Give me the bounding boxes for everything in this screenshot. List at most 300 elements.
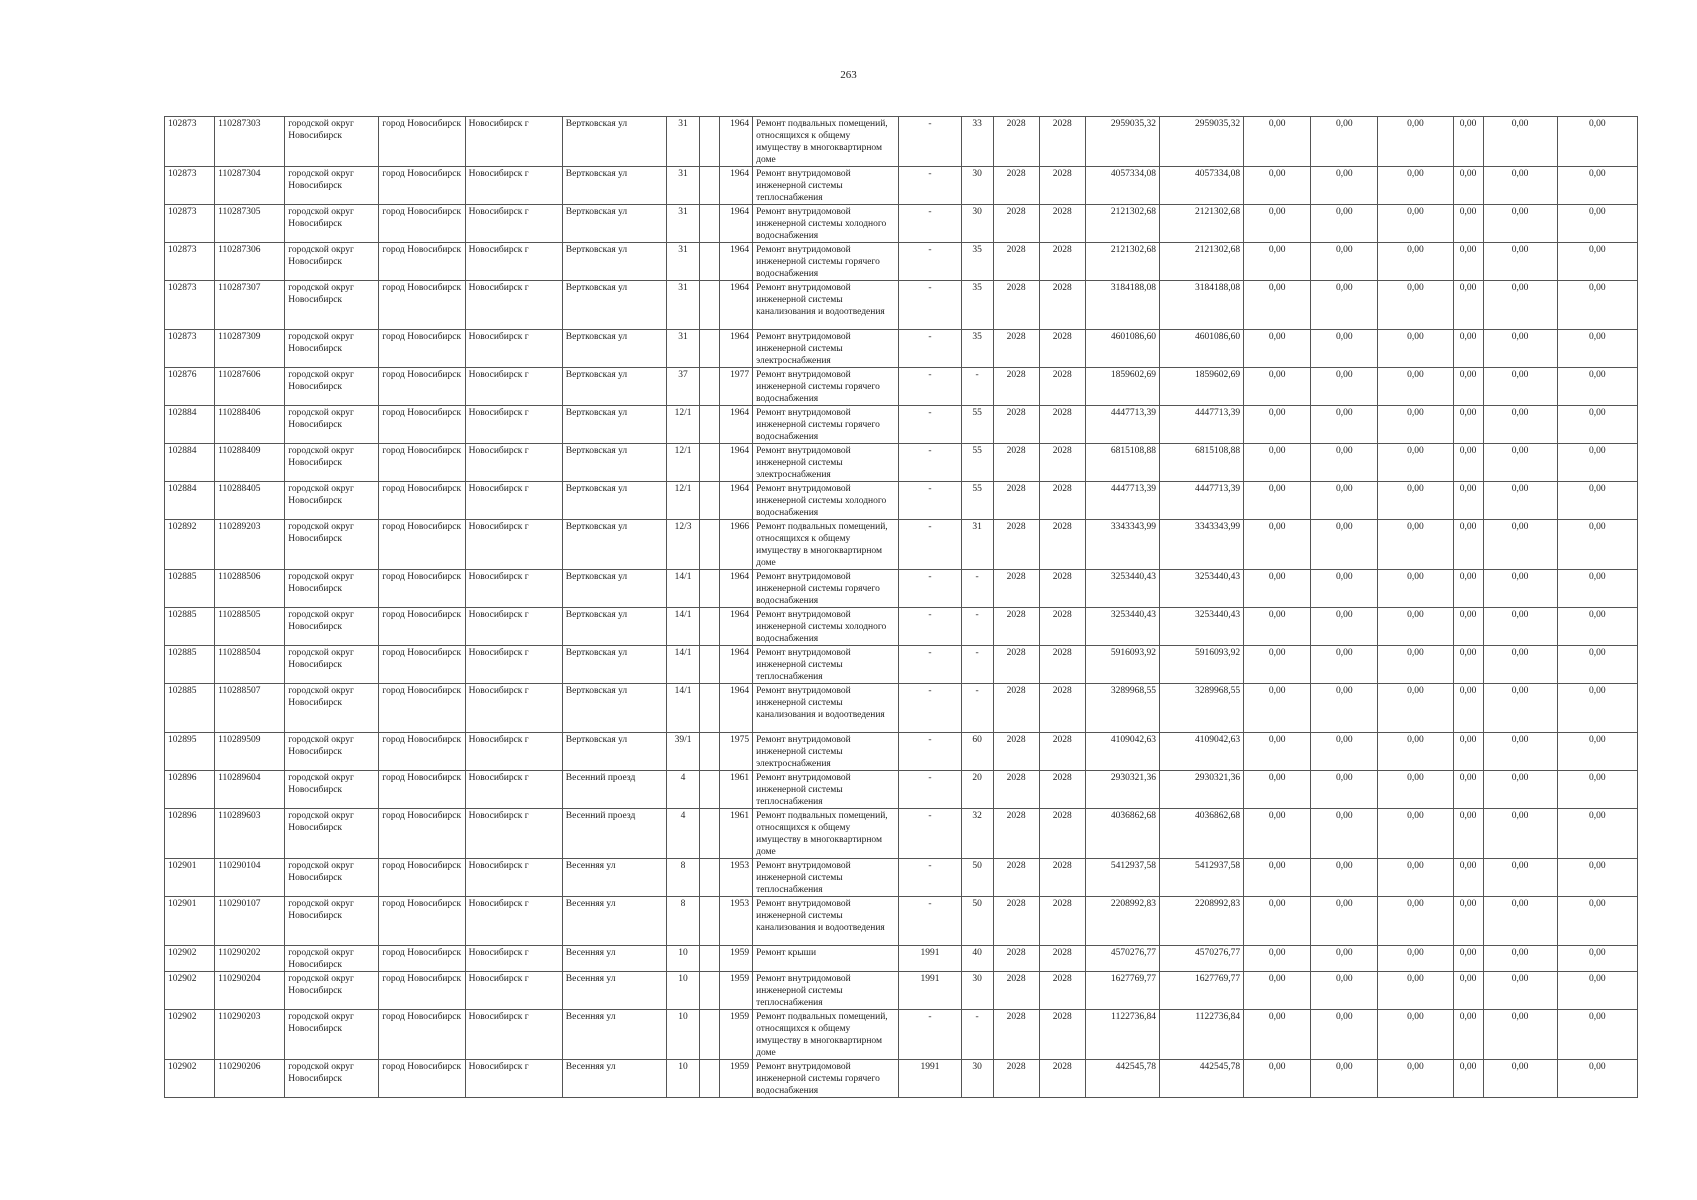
cell-last-repair-year: - [899,205,961,243]
table-row [165,897,1638,946]
cell-cost-regional-fund: 442545,78 [1159,1060,1243,1098]
cell-cost-local-budget: 0,00 [1378,368,1453,406]
cell-plan-year-end: 2028 [1039,243,1085,281]
cell-build-year: 1977 [720,368,753,406]
cell-wear-percent: 33 [961,117,993,167]
cell-plan-year-start: 2028 [993,117,1039,167]
table-row [165,570,1638,608]
cell-cost-regional-fund: 1122736,84 [1159,1010,1243,1060]
table-row [165,406,1638,444]
cell-house-number: 12/1 [666,444,699,482]
cell-wear-percent: - [961,608,993,646]
cell-cost-other: 0,00 [1453,368,1483,406]
cell-house-id: 102902 [165,1060,215,1098]
cell-cost-owners: 0,00 [1483,684,1557,733]
cell-total-cost: 2930321,36 [1085,771,1159,809]
cell-locality: Новосибирск г [465,205,562,243]
cell-cost-owners: 0,00 [1483,608,1557,646]
cell-settlement: город Новосибирск [379,1060,465,1098]
cell-last-repair-year: - [899,646,961,684]
cell-cost-regional-budget: 0,00 [1311,897,1378,946]
cell-work-id: 110289603 [215,809,285,859]
cell-cost-local-budget: 0,00 [1378,167,1453,205]
cell-cost-local-budget: 0,00 [1378,1010,1453,1060]
cell-settlement: город Новосибирск [379,1010,465,1060]
cell-work-type: Ремонт внутридомовой инженерной системы холодного водоснабжения [753,608,899,646]
cell-street: Весенняя ул [562,1060,666,1098]
cell-house-id: 102902 [165,946,215,972]
cell-cost-regional-fund: 2959035,32 [1159,117,1243,167]
cell-municipal-district: городской округ Новосибирск [285,368,379,406]
cell-cost-extra: 0,00 [1557,1060,1637,1098]
cell-cost-regional-budget: 0,00 [1311,570,1378,608]
cell-cost-other: 0,00 [1453,1060,1483,1098]
cell-plan-year-start: 2028 [993,281,1039,330]
cell-plan-year-start: 2028 [993,482,1039,520]
cell-cost-federal: 0,00 [1244,330,1311,368]
cell-house-number: 10 [666,972,699,1010]
cell-plan-year-end: 2028 [1039,117,1085,167]
cell-street: Весенняя ул [562,946,666,972]
cell-locality: Новосибирск г [465,733,562,771]
cell-cost-local-budget: 0,00 [1378,330,1453,368]
cell-house-id: 102896 [165,771,215,809]
cell-locality: Новосибирск г [465,570,562,608]
cell-municipal-district: городской округ Новосибирск [285,608,379,646]
cell-house-number: 31 [666,281,699,330]
cell-plan-year-start: 2028 [993,205,1039,243]
cell-wear-percent: 32 [961,809,993,859]
cell-work-type: Ремонт внутридомовой инженерной системы электроснабжения [753,733,899,771]
cell-work-type: Ремонт внутридомовой инженерной системы горячего водоснабжения [753,1060,899,1098]
cell-cost-owners: 0,00 [1483,243,1557,281]
cell-cost-extra: 0,00 [1557,684,1637,733]
cell-last-repair-year: - [899,406,961,444]
cell-cost-local-budget: 0,00 [1378,406,1453,444]
cell-house-number: 31 [666,330,699,368]
cell-plan-year-end: 2028 [1039,368,1085,406]
cell-locality: Новосибирск г [465,646,562,684]
cell-build-year: 1964 [720,243,753,281]
cell-house-number: 14/1 [666,684,699,733]
cell-plan-year-start: 2028 [993,859,1039,897]
cell-street: Вертковская ул [562,406,666,444]
cell-street: Весенняя ул [562,897,666,946]
cell-cost-regional-fund: 3184188,08 [1159,281,1243,330]
cell-cost-other: 0,00 [1453,809,1483,859]
cell-street: Вертковская ул [562,117,666,167]
cell-plan-year-end: 2028 [1039,167,1085,205]
cell-locality: Новосибирск г [465,117,562,167]
cell-house-number: 14/1 [666,570,699,608]
cell-house-id: 102873 [165,243,215,281]
cell-cost-federal: 0,00 [1244,972,1311,1010]
cell-cost-extra: 0,00 [1557,167,1637,205]
cell-house-number: 39/1 [666,733,699,771]
cell-cost-regional-budget: 0,00 [1311,859,1378,897]
cell-house-number: 14/1 [666,608,699,646]
cell-cost-owners: 0,00 [1483,771,1557,809]
cell-cost-federal: 0,00 [1244,1010,1311,1060]
cell-build-year: 1964 [720,684,753,733]
cell-wear-percent: - [961,368,993,406]
cell-wear-percent: 55 [961,482,993,520]
cell-work-type: Ремонт внутридомовой инженерной системы холодного водоснабжения [753,482,899,520]
cell-plan-year-end: 2028 [1039,809,1085,859]
cell-last-repair-year: - [899,330,961,368]
cell-street: Весенняя ул [562,859,666,897]
cell-build-year: 1959 [720,972,753,1010]
cell-cost-extra: 0,00 [1557,205,1637,243]
cell-building [700,167,720,205]
cell-work-id: 110287606 [215,368,285,406]
cell-wear-percent: 35 [961,330,993,368]
cell-house-number: 4 [666,771,699,809]
cell-building [700,608,720,646]
cell-house-number: 4 [666,809,699,859]
cell-municipal-district: городской округ Новосибирск [285,570,379,608]
cell-last-repair-year: - [899,368,961,406]
cell-plan-year-end: 2028 [1039,859,1085,897]
cell-cost-extra: 0,00 [1557,570,1637,608]
cell-last-repair-year: - [899,809,961,859]
cell-building [700,570,720,608]
cell-cost-regional-fund: 1859602,69 [1159,368,1243,406]
cell-cost-federal: 0,00 [1244,444,1311,482]
cell-total-cost: 4109042,63 [1085,733,1159,771]
cell-settlement: город Новосибирск [379,444,465,482]
cell-total-cost: 3253440,43 [1085,570,1159,608]
cell-municipal-district: городской округ Новосибирск [285,646,379,684]
cell-plan-year-start: 2028 [993,1010,1039,1060]
cell-cost-extra: 0,00 [1557,368,1637,406]
cell-municipal-district: городской округ Новосибирск [285,859,379,897]
cell-street: Весенний проезд [562,771,666,809]
cell-cost-federal: 0,00 [1244,946,1311,972]
table-row [165,946,1638,972]
cell-cost-regional-budget: 0,00 [1311,972,1378,1010]
cell-cost-local-budget: 0,00 [1378,859,1453,897]
repair-schedule-table [164,116,1638,1098]
cell-plan-year-start: 2028 [993,946,1039,972]
cell-wear-percent: 20 [961,771,993,809]
cell-wear-percent: 55 [961,444,993,482]
table-row [165,330,1638,368]
cell-plan-year-start: 2028 [993,972,1039,1010]
cell-street: Вертковская ул [562,570,666,608]
cell-cost-regional-fund: 3253440,43 [1159,570,1243,608]
cell-municipal-district: городской округ Новосибирск [285,243,379,281]
cell-work-type: Ремонт крыши [753,946,899,972]
cell-settlement: город Новосибирск [379,330,465,368]
cell-cost-federal: 0,00 [1244,570,1311,608]
cell-work-type: Ремонт внутридомовой инженерной системы теплоснабжения [753,771,899,809]
cell-wear-percent: 30 [961,972,993,1010]
cell-cost-owners: 0,00 [1483,444,1557,482]
cell-house-id: 102902 [165,972,215,1010]
cell-plan-year-start: 2028 [993,406,1039,444]
cell-street: Вертковская ул [562,646,666,684]
cell-plan-year-end: 2028 [1039,608,1085,646]
cell-cost-local-budget: 0,00 [1378,897,1453,946]
cell-plan-year-end: 2028 [1039,570,1085,608]
cell-cost-regional-budget: 0,00 [1311,205,1378,243]
cell-wear-percent: 50 [961,897,993,946]
cell-cost-federal: 0,00 [1244,167,1311,205]
cell-cost-regional-budget: 0,00 [1311,608,1378,646]
cell-settlement: город Новосибирск [379,520,465,570]
cell-work-id: 110288504 [215,646,285,684]
cell-build-year: 1959 [720,946,753,972]
cell-cost-federal: 0,00 [1244,733,1311,771]
cell-work-type: Ремонт внутридомовой инженерной системы горячего водоснабжения [753,406,899,444]
cell-locality: Новосибирск г [465,1010,562,1060]
cell-cost-owners: 0,00 [1483,946,1557,972]
cell-cost-federal: 0,00 [1244,809,1311,859]
cell-build-year: 1966 [720,520,753,570]
table-row [165,281,1638,330]
cell-wear-percent: - [961,570,993,608]
cell-street: Весенний проезд [562,809,666,859]
cell-cost-extra: 0,00 [1557,330,1637,368]
cell-settlement: город Новосибирск [379,406,465,444]
cell-cost-regional-budget: 0,00 [1311,444,1378,482]
cell-cost-regional-fund: 2121302,68 [1159,243,1243,281]
cell-build-year: 1961 [720,771,753,809]
cell-locality: Новосибирск г [465,406,562,444]
cell-cost-extra: 0,00 [1557,771,1637,809]
cell-building [700,406,720,444]
cell-cost-extra: 0,00 [1557,281,1637,330]
cell-cost-federal: 0,00 [1244,117,1311,167]
cell-cost-owners: 0,00 [1483,281,1557,330]
cell-settlement: город Новосибирск [379,482,465,520]
cell-total-cost: 1627769,77 [1085,972,1159,1010]
cell-work-id: 110287306 [215,243,285,281]
cell-cost-extra: 0,00 [1557,946,1637,972]
cell-cost-local-budget: 0,00 [1378,771,1453,809]
cell-last-repair-year: - [899,243,961,281]
cell-house-id: 102873 [165,205,215,243]
cell-total-cost: 5412937,58 [1085,859,1159,897]
cell-cost-regional-budget: 0,00 [1311,117,1378,167]
cell-cost-extra: 0,00 [1557,117,1637,167]
cell-work-type: Ремонт внутридомовой инженерной системы холодного водоснабжения [753,205,899,243]
cell-municipal-district: городской округ Новосибирск [285,733,379,771]
cell-build-year: 1964 [720,482,753,520]
cell-house-number: 31 [666,205,699,243]
cell-cost-local-budget: 0,00 [1378,281,1453,330]
cell-work-id: 110288406 [215,406,285,444]
cell-municipal-district: городской округ Новосибирск [285,946,379,972]
cell-municipal-district: городской округ Новосибирск [285,482,379,520]
cell-last-repair-year: - [899,444,961,482]
cell-cost-federal: 0,00 [1244,1060,1311,1098]
table-row [165,608,1638,646]
cell-cost-local-budget: 0,00 [1378,946,1453,972]
cell-cost-extra: 0,00 [1557,897,1637,946]
cell-house-number: 14/1 [666,646,699,684]
cell-work-id: 110288506 [215,570,285,608]
cell-house-id: 102885 [165,608,215,646]
cell-house-number: 31 [666,167,699,205]
cell-total-cost: 2121302,68 [1085,243,1159,281]
cell-cost-local-budget: 0,00 [1378,117,1453,167]
cell-house-number: 8 [666,897,699,946]
cell-build-year: 1964 [720,444,753,482]
cell-house-id: 102884 [165,444,215,482]
cell-house-number: 31 [666,117,699,167]
cell-work-type: Ремонт внутридомовой инженерной системы канализования и водоотведения [753,897,899,946]
cell-municipal-district: городской округ Новосибирск [285,281,379,330]
cell-cost-owners: 0,00 [1483,520,1557,570]
cell-municipal-district: городской округ Новосибирск [285,444,379,482]
cell-locality: Новосибирск г [465,368,562,406]
cell-settlement: город Новосибирск [379,684,465,733]
cell-settlement: город Новосибирск [379,608,465,646]
cell-cost-owners: 0,00 [1483,406,1557,444]
cell-cost-other: 0,00 [1453,167,1483,205]
cell-cost-owners: 0,00 [1483,809,1557,859]
cell-cost-other: 0,00 [1453,897,1483,946]
cell-total-cost: 2959035,32 [1085,117,1159,167]
cell-street: Весенняя ул [562,1010,666,1060]
cell-work-type: Ремонт подвальных помещений, относящихся к общему имуществу в многоквартирном доме [753,117,899,167]
cell-plan-year-end: 2028 [1039,1010,1085,1060]
cell-plan-year-start: 2028 [993,608,1039,646]
cell-work-id: 110290203 [215,1010,285,1060]
cell-build-year: 1964 [720,608,753,646]
cell-total-cost: 2208992,83 [1085,897,1159,946]
cell-work-id: 110290104 [215,859,285,897]
cell-cost-extra: 0,00 [1557,1010,1637,1060]
cell-plan-year-start: 2028 [993,444,1039,482]
cell-wear-percent: 50 [961,859,993,897]
cell-cost-regional-fund: 4570276,77 [1159,946,1243,972]
cell-cost-regional-budget: 0,00 [1311,243,1378,281]
cell-cost-regional-budget: 0,00 [1311,482,1378,520]
cell-total-cost: 1122736,84 [1085,1010,1159,1060]
cell-plan-year-end: 2028 [1039,330,1085,368]
cell-building [700,243,720,281]
cell-plan-year-end: 2028 [1039,520,1085,570]
cell-cost-federal: 0,00 [1244,281,1311,330]
cell-total-cost: 4601086,60 [1085,330,1159,368]
cell-plan-year-start: 2028 [993,646,1039,684]
cell-municipal-district: городской округ Новосибирск [285,771,379,809]
cell-house-id: 102873 [165,167,215,205]
cell-cost-other: 0,00 [1453,330,1483,368]
cell-plan-year-start: 2028 [993,809,1039,859]
cell-total-cost: 4057334,08 [1085,167,1159,205]
cell-wear-percent: 55 [961,406,993,444]
cell-plan-year-start: 2028 [993,368,1039,406]
cell-street: Вертковская ул [562,205,666,243]
cell-last-repair-year: - [899,608,961,646]
cell-wear-percent: 30 [961,205,993,243]
cell-wear-percent: - [961,684,993,733]
cell-cost-regional-fund: 2121302,68 [1159,205,1243,243]
cell-cost-regional-fund: 4447713,39 [1159,406,1243,444]
cell-settlement: город Новосибирск [379,972,465,1010]
cell-cost-other: 0,00 [1453,117,1483,167]
cell-plan-year-end: 2028 [1039,684,1085,733]
cell-cost-regional-fund: 2208992,83 [1159,897,1243,946]
cell-cost-extra: 0,00 [1557,809,1637,859]
cell-street: Вертковская ул [562,243,666,281]
cell-plan-year-end: 2028 [1039,646,1085,684]
cell-building [700,520,720,570]
cell-plan-year-end: 2028 [1039,897,1085,946]
cell-cost-federal: 0,00 [1244,368,1311,406]
cell-wear-percent: 35 [961,281,993,330]
cell-building [700,330,720,368]
cell-building [700,897,720,946]
cell-cost-owners: 0,00 [1483,733,1557,771]
cell-locality: Новосибирск г [465,167,562,205]
cell-last-repair-year: - [899,733,961,771]
cell-cost-other: 0,00 [1453,406,1483,444]
cell-cost-regional-budget: 0,00 [1311,406,1378,444]
cell-house-number: 12/1 [666,482,699,520]
cell-building [700,368,720,406]
cell-cost-owners: 0,00 [1483,897,1557,946]
cell-cost-regional-budget: 0,00 [1311,368,1378,406]
cell-municipal-district: городской округ Новосибирск [285,520,379,570]
cell-house-id: 102885 [165,646,215,684]
cell-last-repair-year: - [899,117,961,167]
cell-plan-year-start: 2028 [993,897,1039,946]
cell-cost-regional-budget: 0,00 [1311,684,1378,733]
cell-municipal-district: городской округ Новосибирск [285,684,379,733]
cell-total-cost: 6815108,88 [1085,444,1159,482]
cell-settlement: город Новосибирск [379,946,465,972]
cell-locality: Новосибирск г [465,1060,562,1098]
cell-settlement: город Новосибирск [379,205,465,243]
cell-last-repair-year: - [899,570,961,608]
cell-cost-other: 0,00 [1453,684,1483,733]
cell-cost-regional-fund: 6815108,88 [1159,444,1243,482]
cell-wear-percent: 35 [961,243,993,281]
cell-work-type: Ремонт внутридомовой инженерной системы теплоснабжения [753,646,899,684]
cell-house-id: 102901 [165,897,215,946]
cell-cost-owners: 0,00 [1483,859,1557,897]
cell-work-type: Ремонт внутридомовой инженерной системы электроснабжения [753,330,899,368]
cell-cost-other: 0,00 [1453,444,1483,482]
cell-cost-regional-budget: 0,00 [1311,1010,1378,1060]
cell-last-repair-year: - [899,684,961,733]
cell-build-year: 1964 [720,406,753,444]
cell-cost-other: 0,00 [1453,771,1483,809]
cell-last-repair-year: - [899,859,961,897]
cell-house-id: 102873 [165,330,215,368]
cell-locality: Новосибирск г [465,608,562,646]
cell-last-repair-year: - [899,281,961,330]
cell-building [700,946,720,972]
cell-cost-local-budget: 0,00 [1378,972,1453,1010]
cell-total-cost: 4447713,39 [1085,482,1159,520]
cell-house-number: 10 [666,1010,699,1060]
cell-cost-regional-fund: 4057334,08 [1159,167,1243,205]
cell-cost-local-budget: 0,00 [1378,809,1453,859]
cell-work-type: Ремонт внутридомовой инженерной системы теплоснабжения [753,859,899,897]
cell-cost-other: 0,00 [1453,1010,1483,1060]
cell-cost-regional-budget: 0,00 [1311,281,1378,330]
cell-cost-other: 0,00 [1453,859,1483,897]
cell-locality: Новосибирск г [465,520,562,570]
cell-locality: Новосибирск г [465,444,562,482]
cell-cost-owners: 0,00 [1483,205,1557,243]
